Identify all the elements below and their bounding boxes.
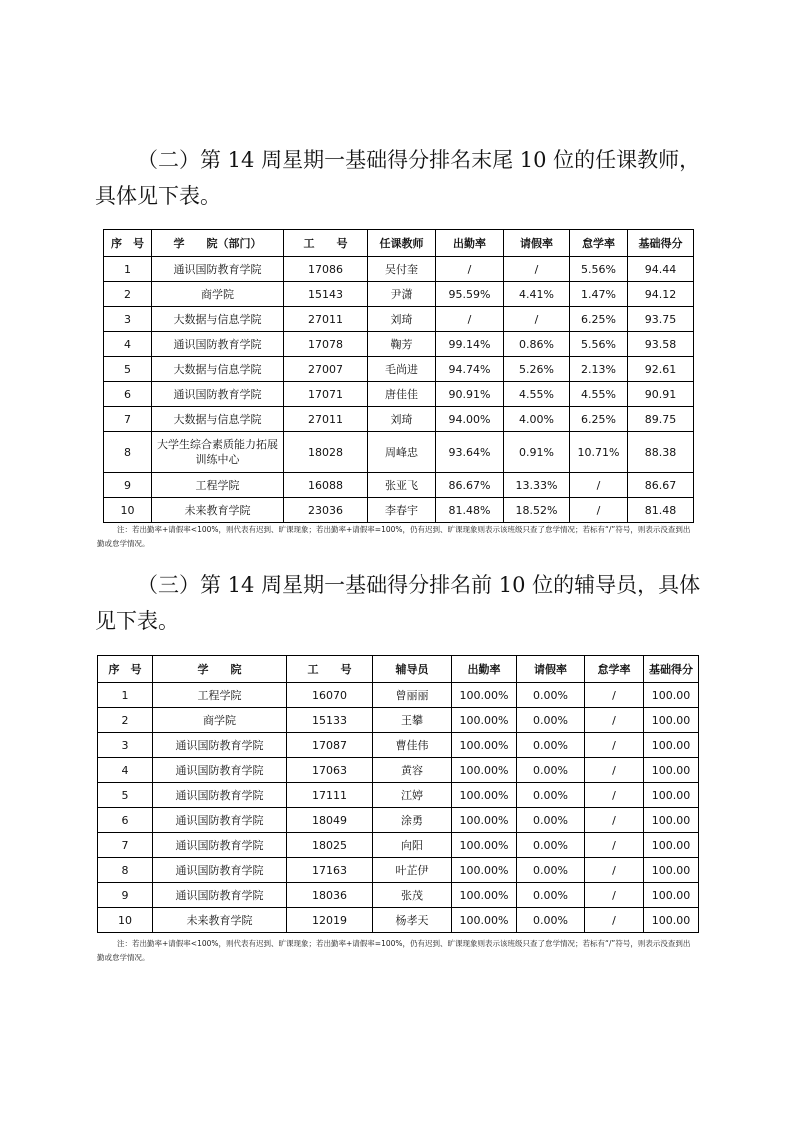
table-cell: 16070 — [287, 683, 373, 708]
table-header-row — [104, 230, 694, 257]
table-cell: 88.38 — [628, 432, 694, 473]
table-cell: 2 — [104, 282, 152, 307]
table-cell: 18049 — [287, 808, 373, 833]
table-row — [104, 498, 694, 523]
table-cell: 5.26% — [504, 357, 570, 382]
table-cell: 9 — [98, 883, 153, 908]
table-cell: 曾丽丽 — [373, 683, 452, 708]
table-cell: 曹佳伟 — [373, 733, 452, 758]
section3-note-text: 注：若出勤率+请假率<100%，则代表有迟到、旷课现象；若出勤率+请假率=100%，仍有迟到、旷课现象则表示该班级只查了怠学情况；若标有“/”符号，则表示没查到出勤或怠学情况。 — [97, 939, 691, 962]
table-cell: 0.00% — [517, 908, 585, 933]
table-cell: 81.48% — [436, 498, 504, 523]
table-cell: 3 — [98, 733, 153, 758]
section2-heading-text: （二）第 14 周星期一基础得分排名末尾 10 位的任课教师，具体见下表。 — [95, 148, 701, 208]
table-cell: 18028 — [284, 432, 368, 473]
table-cell: 5.56% — [570, 332, 628, 357]
table-cell: 6.25% — [570, 407, 628, 432]
column-header: 基础得分 — [628, 230, 694, 257]
table-cell: 23036 — [284, 498, 368, 523]
table-cell: 大学生综合素质能力拓展训练中心 — [152, 432, 284, 473]
table-cell: 100.00 — [644, 908, 699, 933]
table-cell: / — [570, 473, 628, 498]
table-cell: / — [570, 498, 628, 523]
table-cell: 通识国防教育学院 — [153, 883, 287, 908]
table-cell: 李春宇 — [368, 498, 436, 523]
table-cell: 100.00 — [644, 683, 699, 708]
table-cell: 0.00% — [517, 758, 585, 783]
table-cell: 5 — [104, 357, 152, 382]
table-header-row — [98, 656, 699, 683]
table-row — [98, 783, 699, 808]
table-cell: 张亚飞 — [368, 473, 436, 498]
table-cell: 张茂 — [373, 883, 452, 908]
table-cell: 商学院 — [152, 282, 284, 307]
table-cell: 大数据与信息学院 — [152, 357, 284, 382]
table-cell: 100.00 — [644, 833, 699, 858]
column-header: 序 号 — [98, 656, 153, 683]
table-row — [98, 883, 699, 908]
table-cell: 1 — [104, 257, 152, 282]
table-cell: 通识国防教育学院 — [152, 332, 284, 357]
table-cell: 27011 — [284, 407, 368, 432]
table-cell: 6 — [98, 808, 153, 833]
column-header: 学 院 — [153, 656, 287, 683]
table-cell: 100.00 — [644, 758, 699, 783]
table-cell: 4.55% — [504, 382, 570, 407]
column-header: 工 号 — [287, 656, 373, 683]
table-cell: 100.00% — [452, 683, 517, 708]
table-row — [98, 708, 699, 733]
table-cell: 100.00% — [452, 758, 517, 783]
table-cell: 17086 — [284, 257, 368, 282]
table-cell: / — [436, 257, 504, 282]
table-cell: 0.00% — [517, 733, 585, 758]
table-cell: 100.00% — [452, 858, 517, 883]
table-cell: 100.00% — [452, 808, 517, 833]
table-cell: 向阳 — [373, 833, 452, 858]
table-row — [104, 307, 694, 332]
table-cell: / — [585, 733, 644, 758]
table-cell: 10 — [98, 908, 153, 933]
table-cell: 15143 — [284, 282, 368, 307]
table-cell: 0.00% — [517, 783, 585, 808]
table-cell: 通识国防教育学院 — [153, 758, 287, 783]
table-cell: 86.67 — [628, 473, 694, 498]
table-cell: / — [585, 758, 644, 783]
table-cell: 100.00% — [452, 908, 517, 933]
table-cell: 涂勇 — [373, 808, 452, 833]
table-cell: / — [585, 783, 644, 808]
table-cell: 0.91% — [504, 432, 570, 473]
table-cell: 18.52% — [504, 498, 570, 523]
table-cell: 10 — [104, 498, 152, 523]
table-cell: 商学院 — [153, 708, 287, 733]
table-row — [98, 908, 699, 933]
table-row — [104, 432, 694, 473]
table-cell: 4.55% — [570, 382, 628, 407]
teacher-ranking-table — [103, 229, 694, 523]
table-row — [98, 758, 699, 783]
table-cell: 99.14% — [436, 332, 504, 357]
table-row — [98, 808, 699, 833]
table-cell: 100.00 — [644, 808, 699, 833]
table-row — [104, 382, 694, 407]
table-cell: 93.64% — [436, 432, 504, 473]
table-cell: 通识国防教育学院 — [153, 858, 287, 883]
section2-heading — [95, 142, 705, 214]
table-cell: 0.00% — [517, 833, 585, 858]
table-cell: 杨孝天 — [373, 908, 452, 933]
table-cell: 100.00 — [644, 783, 699, 808]
table-cell: 2 — [98, 708, 153, 733]
table-cell: 27007 — [284, 357, 368, 382]
table-cell: 81.48 — [628, 498, 694, 523]
table-row — [104, 357, 694, 382]
table-cell: 0.86% — [504, 332, 570, 357]
table-cell: 1 — [98, 683, 153, 708]
table-cell: 王攀 — [373, 708, 452, 733]
table-row — [98, 858, 699, 883]
table-cell: 0.00% — [517, 883, 585, 908]
table-cell: 12019 — [287, 908, 373, 933]
table-cell: / — [504, 307, 570, 332]
table-cell: 通识国防教育学院 — [152, 382, 284, 407]
table-cell: 通识国防教育学院 — [153, 808, 287, 833]
table-cell: 17111 — [287, 783, 373, 808]
table-cell: 100.00% — [452, 733, 517, 758]
table-cell: 16088 — [284, 473, 368, 498]
table-cell: 94.00% — [436, 407, 504, 432]
table-cell: 89.75 — [628, 407, 694, 432]
table-cell: 100.00% — [452, 783, 517, 808]
table-cell: 工程学院 — [153, 683, 287, 708]
section3-heading-text: （三）第 14 周星期一基础得分排名前 10 位的辅导员，具体见下表。 — [95, 573, 701, 633]
table-cell: 工程学院 — [152, 473, 284, 498]
table-row — [104, 257, 694, 282]
table-cell: 吴付奎 — [368, 257, 436, 282]
table-cell: / — [585, 908, 644, 933]
table-cell: 17163 — [287, 858, 373, 883]
table-cell: 17071 — [284, 382, 368, 407]
table-cell: 8 — [98, 858, 153, 883]
table-cell: / — [585, 883, 644, 908]
table-cell: 毛尚进 — [368, 357, 436, 382]
table-cell: 6 — [104, 382, 152, 407]
table-cell: 100.00% — [452, 883, 517, 908]
table-cell: 15133 — [287, 708, 373, 733]
table-cell: 18025 — [287, 833, 373, 858]
table-cell: 8 — [104, 432, 152, 473]
table-cell: 大数据与信息学院 — [152, 407, 284, 432]
table-cell: 通识国防教育学院 — [153, 733, 287, 758]
table-cell: 大数据与信息学院 — [152, 307, 284, 332]
column-header: 出勤率 — [452, 656, 517, 683]
table-cell: 通识国防教育学院 — [152, 257, 284, 282]
table-cell: 鞠芳 — [368, 332, 436, 357]
table-cell: 通识国防教育学院 — [153, 833, 287, 858]
column-header: 请假率 — [517, 656, 585, 683]
table-row — [104, 407, 694, 432]
table-cell: 94.44 — [628, 257, 694, 282]
table-cell: 94.12 — [628, 282, 694, 307]
column-header: 怠学率 — [570, 230, 628, 257]
table-cell: 100.00% — [452, 708, 517, 733]
table-cell: / — [585, 858, 644, 883]
table-cell: 17063 — [287, 758, 373, 783]
column-header: 工 号 — [284, 230, 368, 257]
table-cell: 95.59% — [436, 282, 504, 307]
table-cell: 叶芷伊 — [373, 858, 452, 883]
table-cell: 0.00% — [517, 683, 585, 708]
table-cell: 4.41% — [504, 282, 570, 307]
section2-note — [97, 523, 697, 551]
column-header: 学 院（部门） — [152, 230, 284, 257]
table-cell: 2.13% — [570, 357, 628, 382]
table-cell: / — [585, 683, 644, 708]
table-cell: 通识国防教育学院 — [153, 783, 287, 808]
table-cell: 94.74% — [436, 357, 504, 382]
table-cell: 唐佳佳 — [368, 382, 436, 407]
table-cell: 未来教育学院 — [153, 908, 287, 933]
section3-note — [97, 937, 697, 965]
table-cell: 100.00% — [452, 833, 517, 858]
table-row — [104, 473, 694, 498]
table-cell: 9 — [104, 473, 152, 498]
table-cell: 6.25% — [570, 307, 628, 332]
table-cell: 4 — [104, 332, 152, 357]
table-cell: 3 — [104, 307, 152, 332]
column-header: 序 号 — [104, 230, 152, 257]
column-header: 任课教师 — [368, 230, 436, 257]
table-cell: 100.00 — [644, 883, 699, 908]
counselor-ranking-table — [97, 655, 699, 933]
table-cell: 90.91 — [628, 382, 694, 407]
table-cell: 17078 — [284, 332, 368, 357]
table-cell: 未来教育学院 — [152, 498, 284, 523]
table-cell: / — [436, 307, 504, 332]
table-cell: 5 — [98, 783, 153, 808]
table-cell: 86.67% — [436, 473, 504, 498]
table-cell: 刘琦 — [368, 407, 436, 432]
table-cell: 5.56% — [570, 257, 628, 282]
table-cell: 7 — [104, 407, 152, 432]
table-cell: 100.00 — [644, 858, 699, 883]
table-cell: 4 — [98, 758, 153, 783]
column-header: 请假率 — [504, 230, 570, 257]
table-cell: 100.00 — [644, 733, 699, 758]
table-row — [104, 332, 694, 357]
table-cell: / — [504, 257, 570, 282]
table-cell: 27011 — [284, 307, 368, 332]
table-cell: / — [585, 708, 644, 733]
table-cell: 黄容 — [373, 758, 452, 783]
column-header: 基础得分 — [644, 656, 699, 683]
table-cell: 18036 — [287, 883, 373, 908]
table-cell: 90.91% — [436, 382, 504, 407]
table-cell: 1.47% — [570, 282, 628, 307]
table-cell: 4.00% — [504, 407, 570, 432]
table-cell: 7 — [98, 833, 153, 858]
table-cell: 周峰忠 — [368, 432, 436, 473]
table-row — [104, 282, 694, 307]
table-row — [98, 733, 699, 758]
table-cell: 93.75 — [628, 307, 694, 332]
section2-note-text: 注：若出勤率+请假率<100%，则代表有迟到、旷课现象；若出勤率+请假率=100%，仍有迟到、旷课现象则表示该班级只查了怠学情况；若标有“/”符号，则表示没查到出勤或怠学情况。 — [97, 525, 691, 548]
table-cell: 92.61 — [628, 357, 694, 382]
table-row — [98, 683, 699, 708]
column-header: 出勤率 — [436, 230, 504, 257]
table-cell: 93.58 — [628, 332, 694, 357]
table-cell: 10.71% — [570, 432, 628, 473]
table-cell: 0.00% — [517, 708, 585, 733]
table-cell: 17087 — [287, 733, 373, 758]
table-cell: / — [585, 833, 644, 858]
table-cell: 江婷 — [373, 783, 452, 808]
table-cell: 0.00% — [517, 808, 585, 833]
table-cell: 100.00 — [644, 708, 699, 733]
column-header: 辅导员 — [373, 656, 452, 683]
table-cell: / — [585, 808, 644, 833]
table-cell: 刘琦 — [368, 307, 436, 332]
table-cell: 0.00% — [517, 858, 585, 883]
table-cell: 13.33% — [504, 473, 570, 498]
table-cell: 尹潇 — [368, 282, 436, 307]
table-row — [98, 833, 699, 858]
column-header: 怠学率 — [585, 656, 644, 683]
section3-heading — [95, 567, 705, 639]
